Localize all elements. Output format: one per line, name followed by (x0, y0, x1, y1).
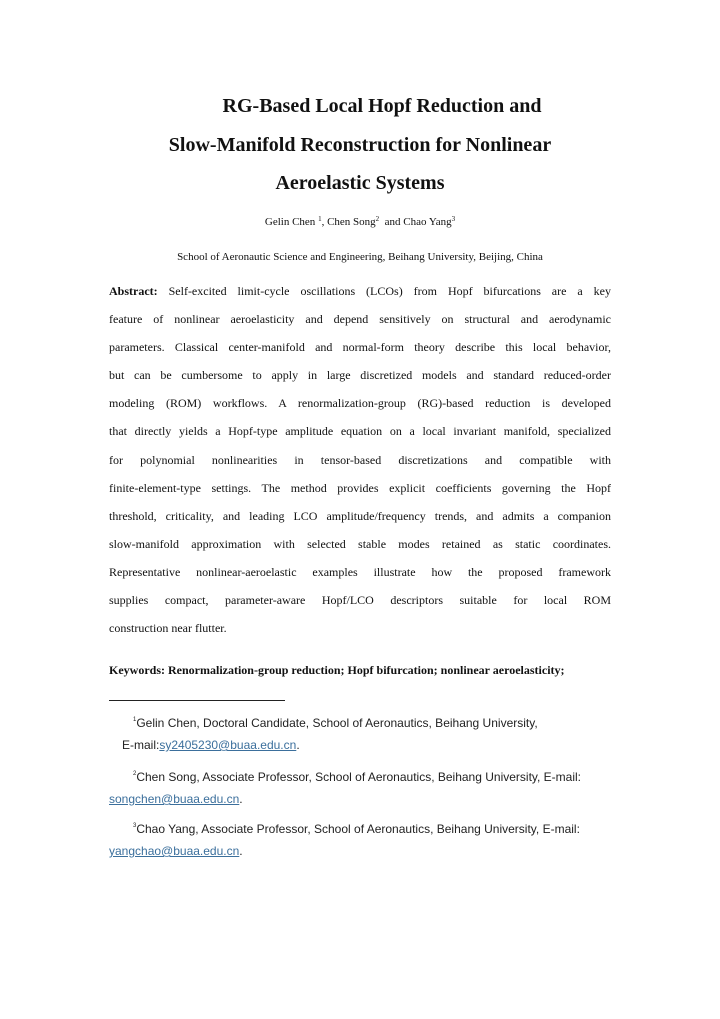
footnote-mark: 3 (133, 823, 137, 829)
keywords: Keywords: Renormalization-group reduction; Hopf bifurcation; nonlinear aeroelasticity; (109, 663, 565, 677)
author-mark: 2 (375, 215, 380, 223)
abstract-heading: Abstract: (109, 284, 158, 298)
footnote-mark: 1 (133, 717, 137, 723)
abstract-line (109, 283, 611, 311)
author-name: Gelin Chen (264, 216, 316, 228)
footnote-text: Chen Song, Associate Professor, School of Aeronautics, Beihang University, E-mail: (136, 770, 582, 784)
footnote-suffix: . (239, 792, 243, 806)
email-link[interactable]: sy2405230@buaa.edu.cn (159, 738, 297, 752)
author-mark: 1 (318, 215, 322, 223)
affiliation: School of Aeronautic Science and Engineering, Beihang University, Beijing, China (177, 251, 543, 263)
abstract-line: Representative nonlinear-aeroelastic examples illustrate how the proposed framework (109, 564, 611, 579)
footnote-mark: 2 (133, 771, 137, 777)
author-name: Chao Yang (403, 216, 452, 228)
abstract-line: but can be cumbersome to apply in large discretized models and standard reduced-order (109, 368, 611, 383)
abstract-line: modeling (ROM) workflows. A renormalization-group (RG)-based reduction is developed (109, 396, 611, 411)
footnote-text: Gelin Chen, Doctoral Candidate, School of Aeronautics, Beihang University, (136, 716, 538, 730)
abstract (109, 283, 611, 648)
email-link[interactable]: yangchao@buaa.edu.cn (109, 844, 240, 858)
author-name: Chen Song (327, 216, 376, 228)
paper-title-line-1: RG-Based Local Hopf Reduction and (222, 95, 542, 117)
author-mark: 3 (451, 215, 456, 223)
footnote-text: Chao Yang, Associate Professor, School of Aeronautics, Beihang University, E-mail: (136, 822, 580, 836)
footnote-suffix: . (296, 738, 300, 752)
abstract-line: supplies compact, parameter-aware Hopf/LCO descriptors suitable for local ROM (109, 593, 611, 608)
footnote-suffix: . (239, 844, 243, 858)
abstract-line: feature of nonlinear aeroelasticity and depend sensitively on structural and aerodynamic (109, 312, 611, 327)
author-list (0, 211, 720, 230)
abstract-line: finite-element-type settings. The method provides explicit coefficients governing the Hopf (109, 480, 611, 495)
footnote-3 (109, 815, 619, 862)
abstract-line: threshold, criticality, and leading LCO amplitude/frequency trends, and admits a companion (109, 508, 611, 523)
abstract-line: slow-manifold approximation with selected stable modes retained as static coordinates. (109, 536, 611, 551)
author-separator: , (321, 216, 328, 228)
footnote-email-prefix: E-mail: (122, 738, 160, 752)
abstract-text: Self-excited limit-cycle oscillations (LCOs) from Hopf bifurcations are a key (168, 284, 611, 298)
footnote-1 (122, 709, 622, 756)
author-separator: and (384, 216, 401, 228)
abstract-line: for polynomial nonlinearities in tensor-based discretizations and compatible with (109, 452, 611, 467)
footnote-2 (109, 763, 619, 810)
email-link[interactable]: songchen@buaa.edu.cn (109, 792, 240, 806)
abstract-line: parameters. Classical center-manifold and normal-form theory describe this local behavior, (109, 340, 611, 355)
abstract-line: that directly yields a Hopf-type amplitude equation on a local invariant manifold, specialized (109, 424, 611, 439)
abstract-line: construction near flutter. (109, 621, 227, 636)
footnote-divider (109, 700, 285, 701)
paper-title-line-2: Slow-Manifold Reconstruction for Nonlinear (168, 134, 552, 156)
paper-title-line-3: Aeroelastic Systems (275, 172, 445, 194)
